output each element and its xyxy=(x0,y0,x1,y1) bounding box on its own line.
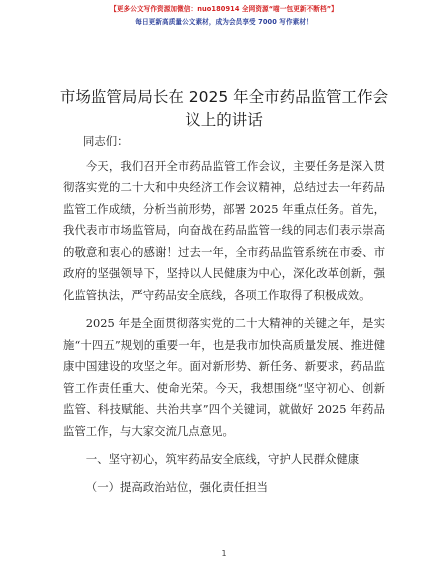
section-heading: 一、坚守初心，筑牢药品安全底线，守护人民群众健康 xyxy=(85,452,360,466)
document-title-line2: 议上的讲话 xyxy=(185,111,263,129)
document-title-line1: 市场监管局局长在 2025 年全市药品监管工作会 xyxy=(59,88,389,106)
document-title xyxy=(0,86,448,132)
promo-banner xyxy=(0,5,448,27)
subsection-heading: （一）提高政治站位，强化责任担当 xyxy=(85,479,269,494)
promo-banner-line2: 每日更新高质量公文素材，成为会员享受 7000 写作素材！ xyxy=(135,18,313,26)
paragraph-2025-outlook: 2025 年是全面贯彻落实党的二十大精神的关键之年，是实施“十四五”规划的重要一年，也是我市加快高质量发展、推进健康中国建设的攻坚之年。面对新形势、新任务、新要求，药品监管工作责任重大、使命光荣。今天，我想围绕“坚守初心、创新监管、科技赋能、共治共享”四个关键词，就做好 2025 年药品监管工作，与大家交流几点意见。 xyxy=(63,316,385,438)
page-number: 1 xyxy=(221,549,227,558)
paragraph-intro: 今天，我们召开全市药品监管工作会议，主要任务是深入贯彻落实党的二十大和中央经济工作会议精神，总结过去一年药品监管工作成绩，分析当前形势，部署 2025 年重点任务。首先，我代表市市场监管局，向奋战在药品监管一线的同志们表示崇高的敬意和衷心的感谢！过去一年，全市药品监管系统在市委、市政府的坚强领导下，坚持以人民健康为中心，深化改革创新，强化监管执法，严守药品安全底线，各项工作取得了积极成效。 xyxy=(63,158,385,302)
document-body xyxy=(63,131,385,498)
salutation: 同志们： xyxy=(83,134,129,148)
promo-banner-line1: 【更多公文写作资源加微信：nuo180914 全网资源“喵一包更新不断档”】 xyxy=(110,5,338,13)
